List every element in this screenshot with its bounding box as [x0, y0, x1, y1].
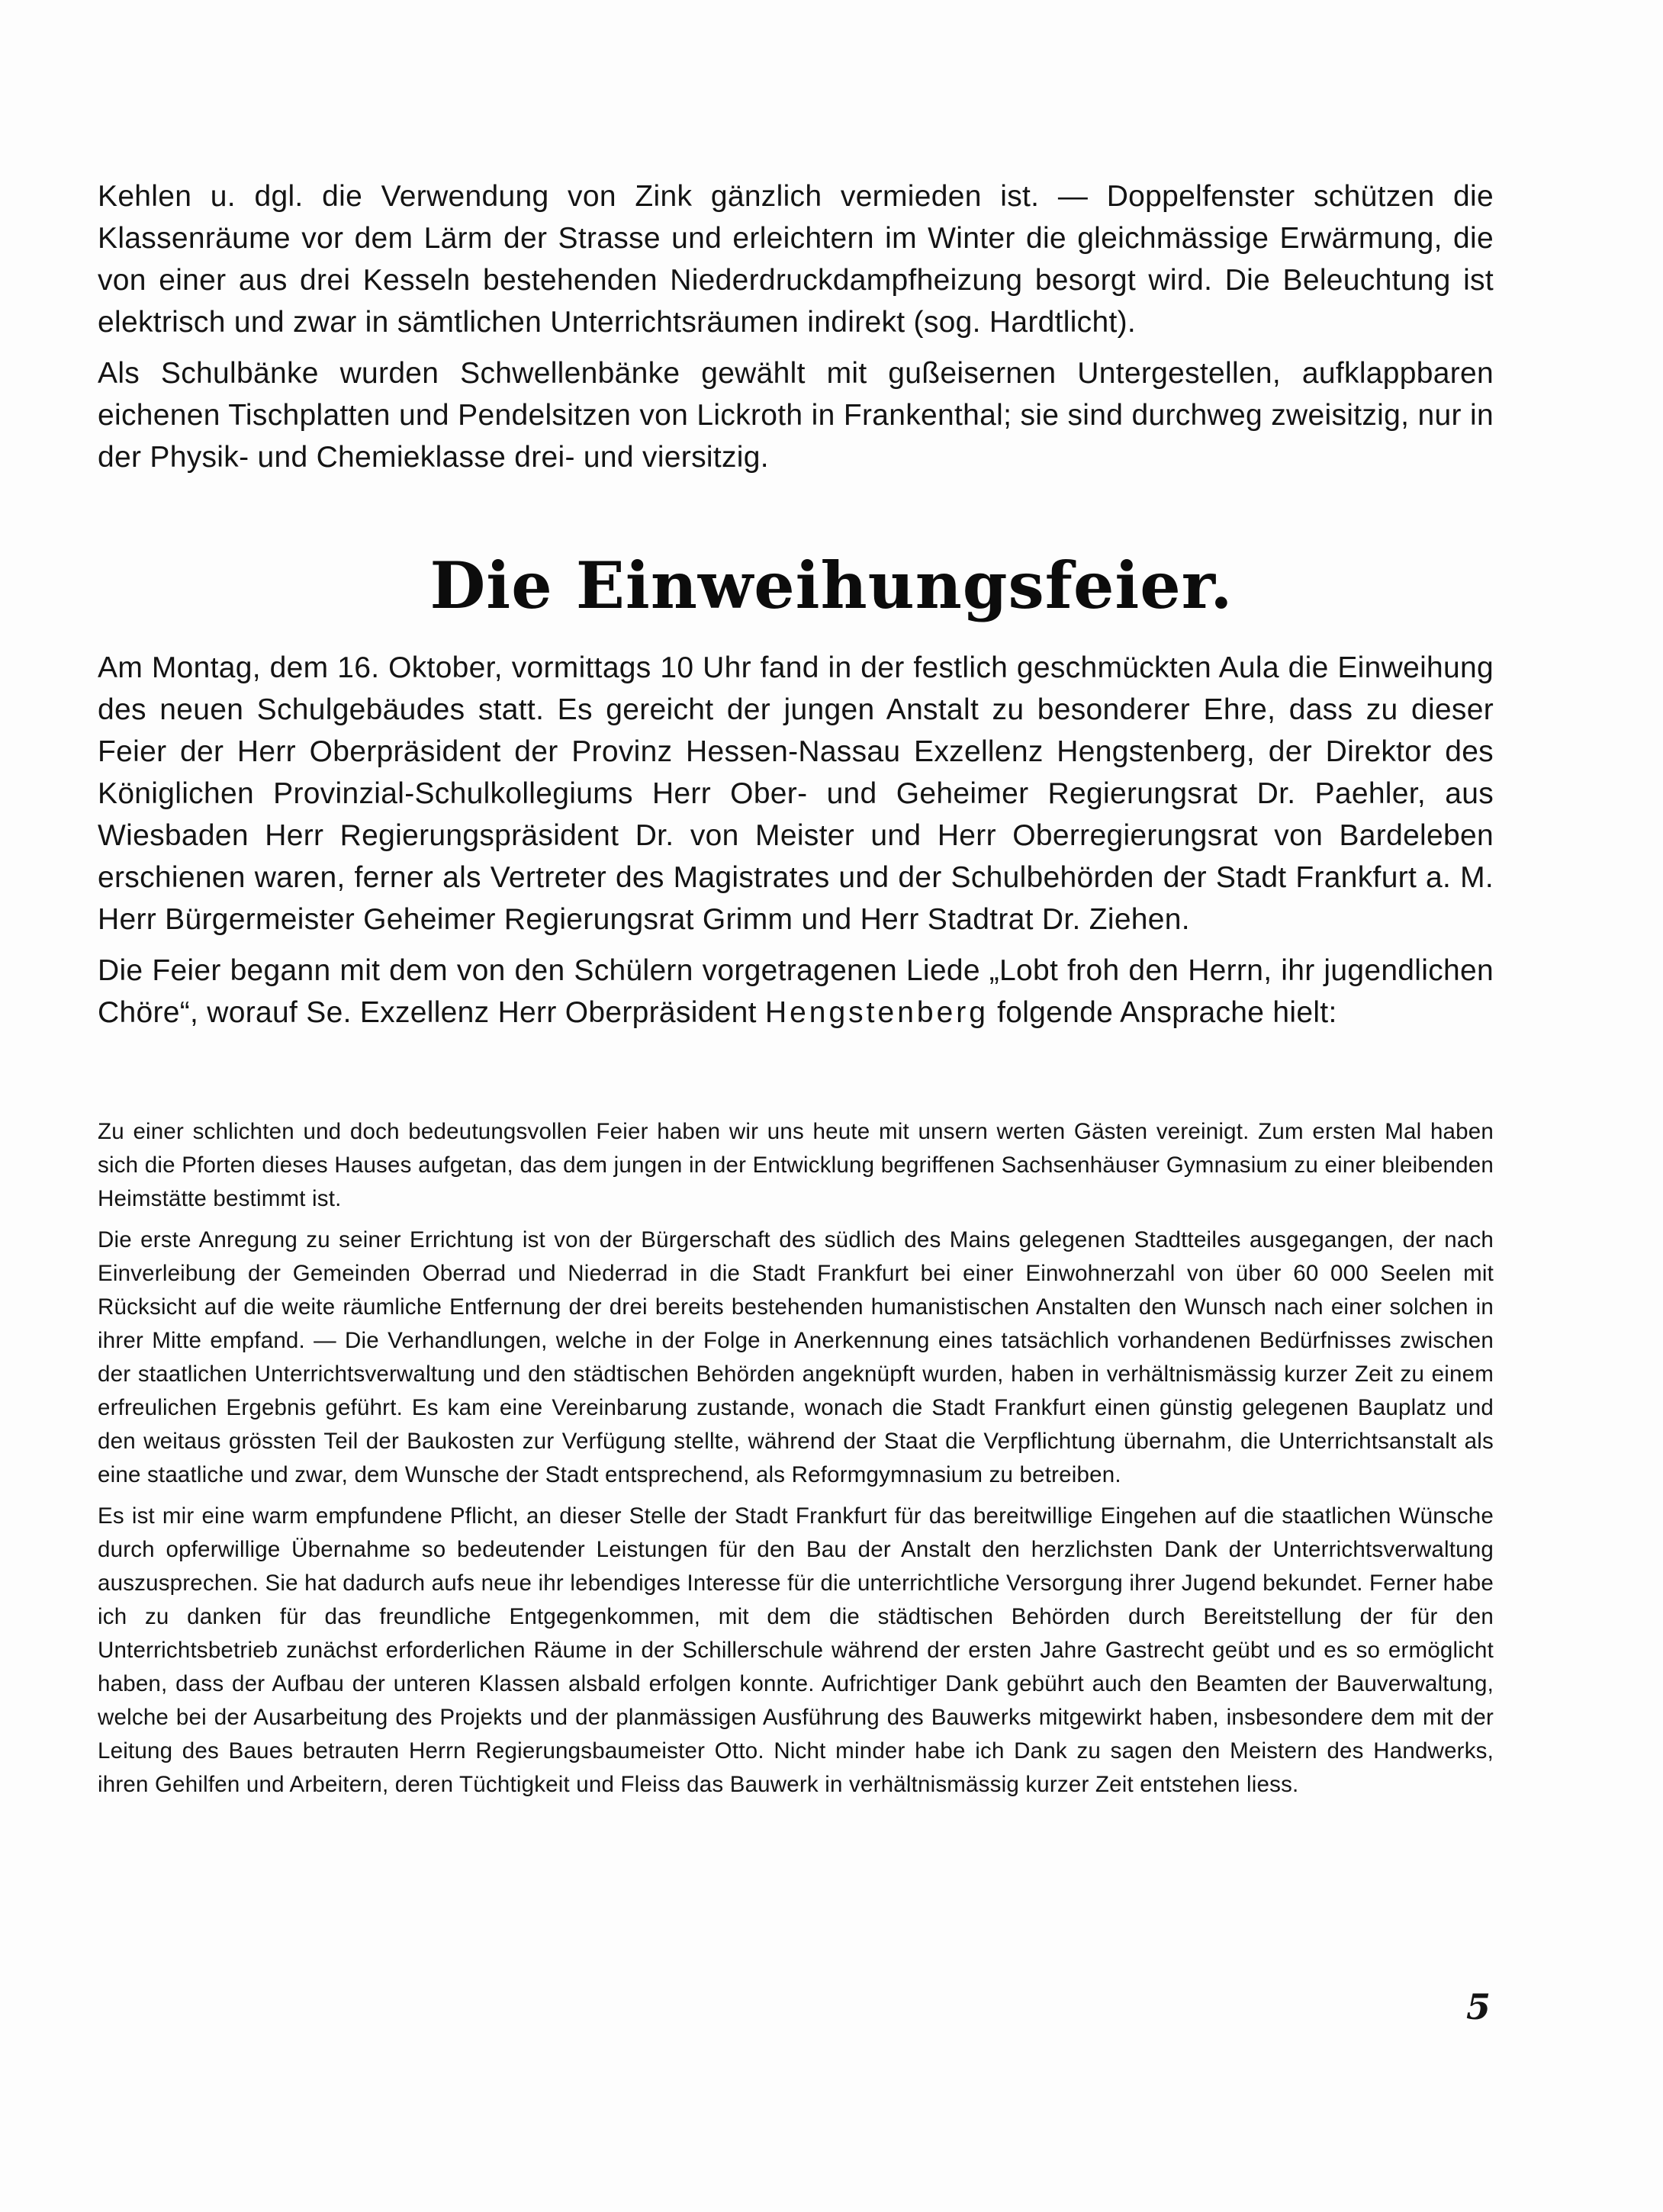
paragraph-heating-lighting: Kehlen u. dgl. die Verwendung von Zink gänzlich vermieden ist. — Doppelfenster schützen die Klassenräume vor dem Lärm der Strasse und erleichtern im Winter die gleichmässige Erwärmung, die von einer aus drei Kesseln bestehenden Niederdruckdampfheizung besorgt wird. Die Beleuchtung ist elektrisch und zwar in sämtlichen Unterrichtsräumen indirekt (sog. Hardtlicht).	[98, 180, 1494, 339]
paragraph-ceremony-guests: Am Montag, dem 16. Oktober, vormittags 10 Uhr fand in der festlich geschmückten Aula die Einweihung des neuen Schulgebäudes statt. Es gereicht der jungen Anstalt zu besonderer Ehre, dass zu dieser Feier der Herr Oberpräsident der Provinz Hessen-Nassau Exzellenz Hengstenberg, der Direktor des Königlichen Provinzial-Schulkollegiums Herr Ober- und Geheimer Regierungsrat Dr. Paehler, aus Wiesbaden Herr Regierungspräsident Dr. von Meister und Herr Oberregierungsrat von Bardeleben erschienen waren, ferner als Vertreter des Magistrates und der Schulbehörden der Stadt Frankfurt a. M. Herr Bürgermeister Geheimer Regierungsrat Grimm und Herr Stadtrat Dr. Ziehen.	[98, 651, 1494, 936]
page-number: 5	[1466, 1986, 1491, 2027]
ceremony-section	[98, 647, 1494, 1043]
paragraph-school-benches: Als Schulbänke wurden Schwellenbänke gewählt mit gußeisernen Untergestellen, aufklappbaren eichenen Tischplatten und Pendelsitzen von Lickroth in Frankenthal; sie sind durchweg zweisitzig, nur in der Physik- und Chemieklasse drei- und viersitzig.	[98, 357, 1494, 474]
speech-paragraph-opening: Zu einer schlichten und doch bedeutungsvollen Feier haben wir uns heute mit unsern werten Gästen vereinigt. Zum ersten Mal haben sich die Pforten dieses Hauses aufgetan, das dem jungen in der Entwicklung begriffenen Sachsenhäuser Gymnasium zu einer bleibenden Heimstätte bestimmt ist.	[98, 1119, 1494, 1211]
speech-section	[98, 1115, 1494, 1809]
paragraph-ceremony-start	[98, 950, 1494, 1034]
ceremony-outro-text: folgende Ansprache hielt:	[997, 996, 1337, 1029]
section-heading: Die Einweihungsfeier.	[429, 548, 1234, 623]
speech-paragraph-thanks: Es ist mir eine warm empfundene Pflicht, an dieser Stelle der Stadt Frankfurt für das bereitwillige Eingehen auf die staatlichen Wünsche durch opferwillige Übernahme so bedeutender Leistungen für den Bau der Anstalt den herzlichsten Dank der Unterrichtsverwaltung auszusprechen. Sie hat dadurch aufs neue ihr lebendiges Interesse für die unterrichtliche Versorgung ihrer Jugend bekundet. Ferner habe ich zu danken für das freundliche Entgegenkommen, mit dem die städtischen Behörden durch Bereitstellung der für den Unterrichtsbetrieb zunächst erforderlichen Räume in der Schillerschule während der ersten Jahre Gastrecht geübt und es so ermöglicht haben, dass der Aufbau der unteren Klassen alsbald erfolgen konnte. Aufrichtiger Dank gebührt auch den Beamten der Bauverwaltung, welche bei der Ausarbeitung des Projekts und der planmässigen Ausführung des Bauwerks mitgewirkt haben, insbesondere dem mit der Leitung des Baues betrauten Herrn Regierungsbaumeister Otto. Nicht minder habe ich Dank zu sagen den Meistern des Handwerks, ihren Gehilfen und Arbeitern, deren Tüchtigkeit und Fleiss das Bauwerk in verhältnismässig kurzer Zeit entstehen liess.	[98, 1503, 1494, 1797]
speech-paragraph-history: Die erste Anregung zu seiner Errichtung ist von der Bürgerschaft des südlich des Mains gelegenen Stadtteiles ausgegangen, der nach Einverleibung der Gemeinden Oberrad und Niederrad in die Stadt Frankfurt bei einer Einwohnerzahl von über 60 000 Seelen mit Rücksicht auf die weite räumliche Entfernung der drei bereits bestehenden humanistischen Anstalten den Wunsch nach einer solchen in ihrer Mitte empfand. — Die Verhandlungen, welche in der Folge in Anerkennung eines tatsächlich vorhandenen Bedürfnisses zwischen der staatlichen Unterrichtsverwaltung und den städtischen Behörden angeknüpft wurden, haben in verhältnismässig kurzer Zeit zu einem erfreulichen Ergebnis geführt. Es kam eine Vereinbarung zustande, wonach die Stadt Frankfurt einen günstig gelegenen Bauplatz und den weitaus grössten Teil der Baukosten zur Verfügung stellte, während der Staat die Verpflichtung übernahm, die Unterrichtsanstalt als eine staatliche und zwar, dem Wunsche der Stadt entsprechend, als Reformgymnasium zu betreiben.	[98, 1227, 1494, 1487]
ceremony-intro-text: Die Feier begann mit dem von den Schülern vorgetragenen Liede „Lobt froh den Herrn, ihr jugendlichen Chöre“, worauf Se. Exzellenz Herr Oberpräsident	[98, 954, 1494, 1029]
speaker-name: Hengstenberg	[764, 996, 989, 1029]
intro-section	[98, 175, 1494, 487]
